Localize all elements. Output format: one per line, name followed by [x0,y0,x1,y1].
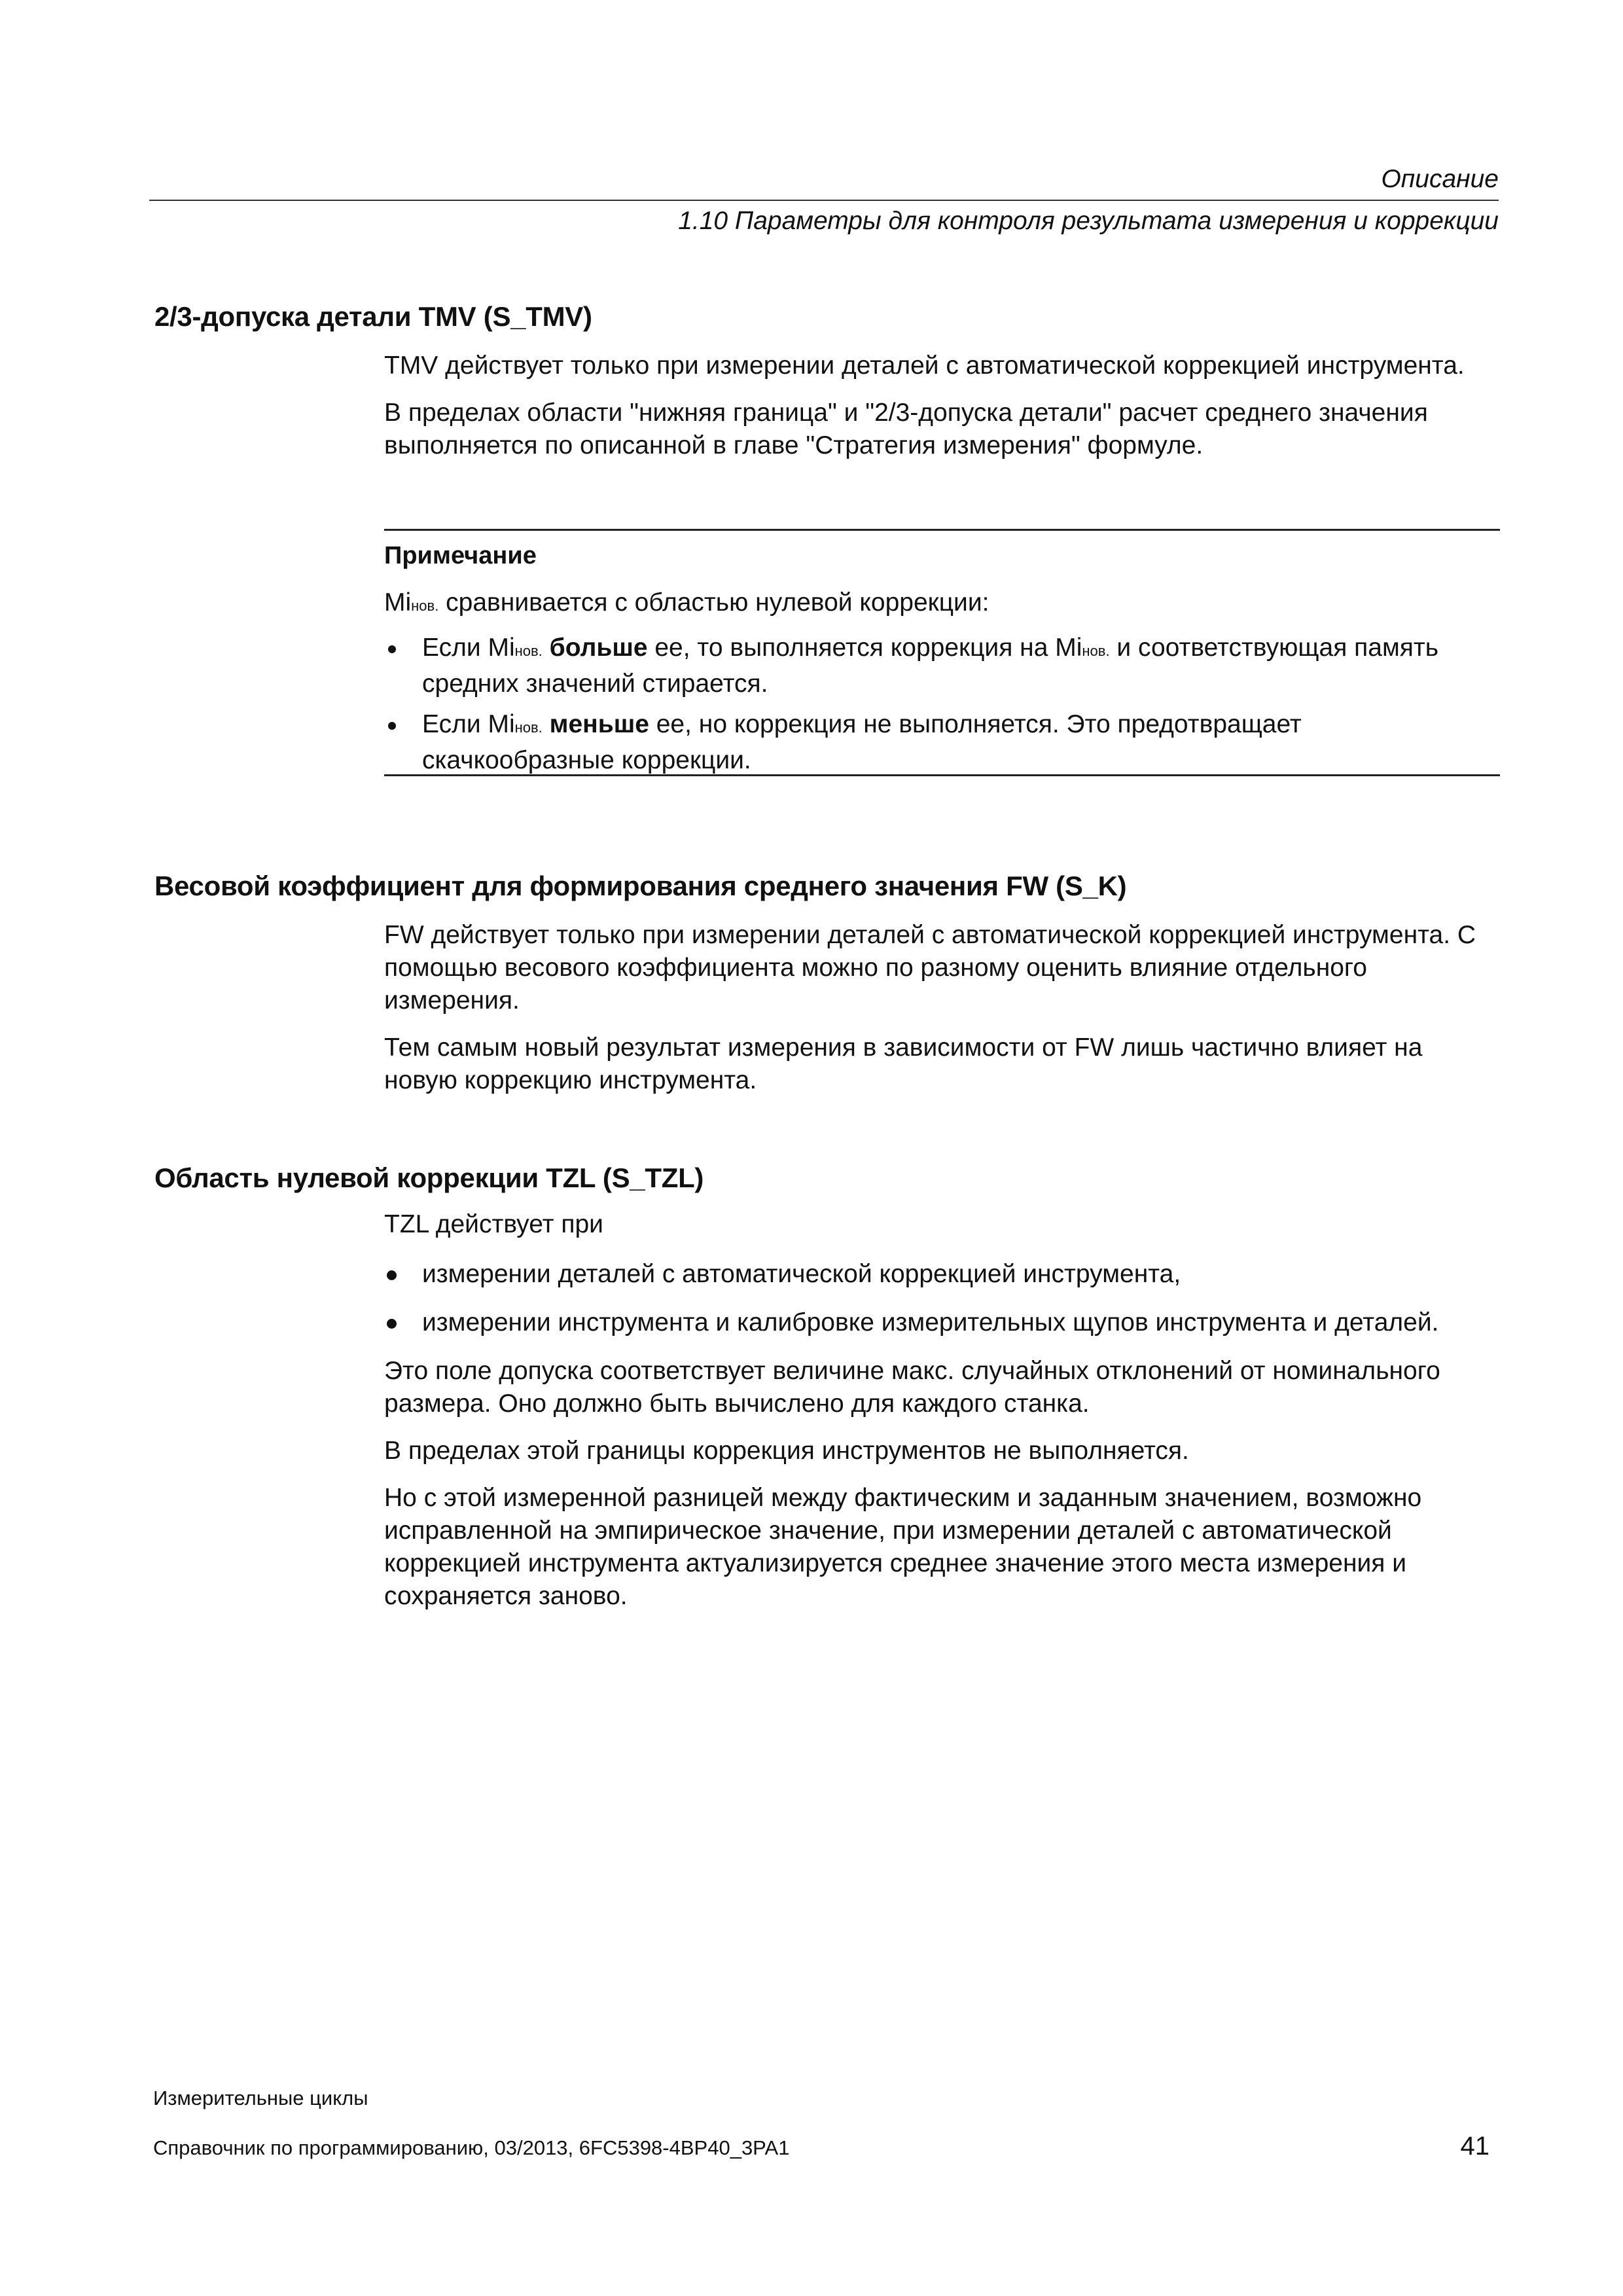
paragraph: FW действует только при измерении деталей с автоматической коррекцией инструмента. С помощью весового коэффициента можно по разному оценить влияние отдельного измерения. [384,921,1476,1014]
emphasis: меньше [542,710,649,738]
emphasis: больше [542,634,648,662]
section-heading-fw: Весовой коэффициент для формирования среднего значения FW (S_K) [154,870,1127,901]
note-title: Примечание [384,542,537,569]
text-run: Если Mi [422,710,515,738]
list-item [384,632,1500,700]
text-run: измерении инструмента и калибровке измерительных щупов инструмента и деталей. [422,1308,1439,1336]
section-body-tmv [384,350,1500,462]
subscript: нов. [514,643,543,659]
list-item [384,708,1500,777]
text-run: измерении деталей с автоматической коррекцией инструмента, [422,1260,1181,1288]
list-item [384,1306,1500,1339]
paragraph: Но с этой измеренной разницей между фактическим и заданным значением, возможно исправленной на эмпирическое значение, при измерении деталей с автоматической коррекцией инструмента актуализируется среднее значение этого места измерения и сохраняется заново. [384,1484,1422,1610]
note-top-rule [384,529,1500,531]
paragraph: Это поле допуска соответствует величине макс. случайных отклонений от номинального размера. Оно должно быть вычислено для каждого станка. [384,1357,1440,1418]
text-run: и соответствующая память средних значений стирается. [422,634,1439,698]
text-run: ее, но коррекция не выполняется. Это предотвращает скачкообразные коррекции. [422,710,1302,774]
bullet-icon [387,1270,397,1280]
tzl-bullet-list [384,1258,1500,1339]
footer-title: Измерительные циклы [153,2087,368,2109]
text-run: сравнивается с областью нулевой коррекции: [438,588,990,617]
paragraph: TMV действует только при измерении деталей с автоматической коррекцией инструмента. [384,351,1465,380]
running-header-section: 1.10 Параметры для контроля результата измерения и коррекции [678,207,1499,235]
page-number: 41 [1460,2132,1489,2161]
running-header-chapter: Описание [1381,165,1499,193]
bullet-icon [388,722,396,730]
note-intro [384,586,1500,622]
subscript: нов. [1082,643,1110,659]
paragraph: Тем самым новый результат измерения в зависимости от FW лишь частично влияет на новую коррекцию инструмента. [384,1033,1423,1094]
section-heading-tmv: 2/3-допуска детали TMV (S_TMV) [154,301,592,332]
paragraph: В пределах этой границы коррекция инструментов не выполняется. [384,1437,1189,1465]
text-run: Mi [384,588,412,617]
text-run: ее, то выполняется коррекция на Mi [647,634,1082,662]
note-box [384,539,1500,777]
bullet-icon [388,645,396,653]
subscript: нов. [514,719,543,736]
section-body-tzl [384,1208,1500,1613]
paragraph: В пределах области "нижняя граница" и "2/3-допуска детали" расчет среднего значения выполняется по описанной в главе "Стратегия измерения" формуле. [384,399,1428,459]
section-heading-tzl: Область нулевой коррекции TZL (S_TZL) [154,1162,704,1193]
section-body-fw [384,919,1500,1097]
footer-reference: Справочник по программированию, 03/2013, 6FC5398-4BP40_3PA1 [153,2136,790,2159]
subscript: нов. [411,598,439,614]
text-run: Если Mi [422,634,515,662]
list-item [384,1258,1500,1291]
note-bottom-rule [384,774,1500,776]
note-bullet-list [384,632,1500,777]
bullet-icon [387,1319,397,1329]
header-divider [149,200,1499,201]
paragraph: TZL действует при [384,1210,603,1238]
